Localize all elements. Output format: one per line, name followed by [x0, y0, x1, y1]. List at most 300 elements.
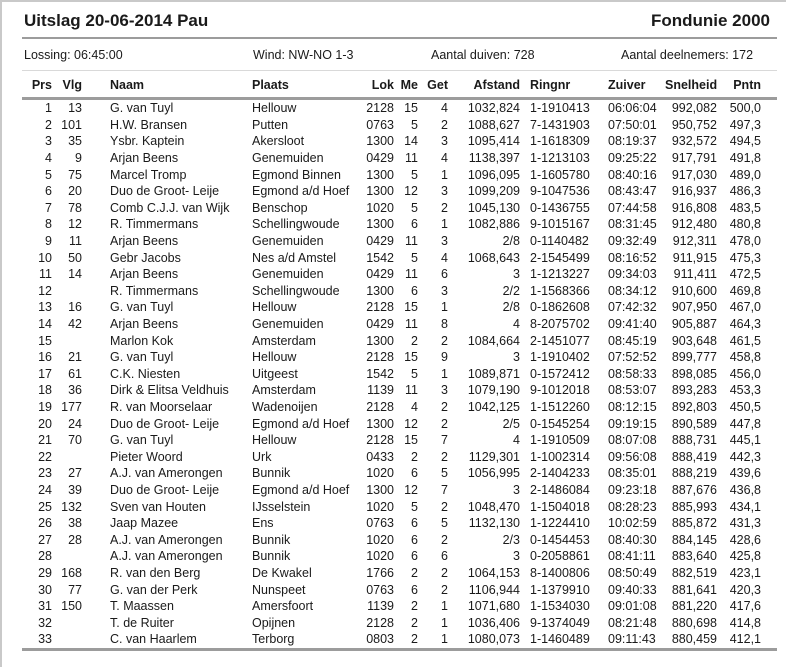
- cell-get: 2: [441, 416, 448, 431]
- cell-ringnr: 0-1572412: [530, 366, 590, 381]
- cell-afstand: 1084,664: [467, 333, 520, 348]
- cell-vlg: 39: [68, 482, 82, 497]
- cell-zuiver: 09:34:03: [608, 267, 657, 282]
- cell-ringnr: 0-1862608: [530, 300, 590, 315]
- cell-snelheid: 905,887: [671, 317, 717, 332]
- cell-snelheid: 916,937: [671, 184, 717, 199]
- cell-naam: Duo de Groot- Leije: [110, 416, 220, 431]
- cell-zuiver: 08:34:12: [608, 283, 657, 298]
- cell-zuiver: 09:40:33: [608, 582, 657, 597]
- cell-naam: Marcel Tromp: [110, 167, 187, 182]
- cell-naam: Comb C.J.J. van Wijk: [110, 200, 230, 215]
- cell-plaats: Bunnik: [252, 466, 291, 481]
- cell-me: 14: [404, 134, 418, 149]
- cell-prs: 8: [45, 217, 52, 232]
- cell-lok: 0429: [366, 317, 394, 332]
- cell-me: 12: [404, 482, 418, 497]
- cell-me: 11: [405, 151, 418, 166]
- cell-pntn: 417,6: [729, 599, 761, 614]
- cell-get: 9: [441, 350, 448, 365]
- cell-zuiver: 06:06:04: [608, 101, 657, 116]
- column-header-pntn: Pntn: [733, 78, 761, 92]
- cell-naam: C.K. Niesten: [110, 366, 181, 381]
- cell-zuiver: 08:31:45: [608, 217, 657, 232]
- cell-pntn: 447,8: [729, 416, 761, 431]
- cell-naam: Arjan Beens: [110, 151, 179, 166]
- cell-naam: T. de Ruiter: [110, 615, 174, 630]
- table-row: [22, 581, 761, 598]
- cell-naam: Dirk & Elitsa Veldhuis: [110, 383, 229, 398]
- cell-plaats: Hellouw: [252, 101, 297, 116]
- cell-get: 4: [441, 250, 448, 265]
- cell-pntn: 464,3: [729, 317, 761, 332]
- cell-naam: A.J. van Amerongen: [110, 466, 223, 481]
- cell-me: 5: [411, 117, 418, 132]
- cell-plaats: Egmond a/d Hoef: [252, 416, 350, 431]
- cell-snelheid: 888,419: [671, 449, 717, 464]
- cell-ringnr: 9-1015167: [530, 217, 590, 232]
- cell-pntn: 478,0: [729, 234, 761, 249]
- cell-ringnr: 1-1605780: [530, 167, 590, 182]
- cell-get: 3: [441, 234, 448, 249]
- cell-plaats: Genemuiden: [252, 317, 324, 332]
- column-header-ringnr: Ringnr: [530, 78, 571, 92]
- cell-afstand: 2/8: [502, 234, 520, 249]
- cell-vlg: 101: [61, 117, 82, 132]
- cell-zuiver: 09:41:40: [608, 317, 657, 332]
- cell-ringnr: 1-1910413: [530, 101, 590, 116]
- cell-plaats: Opijnen: [252, 615, 296, 630]
- cell-snelheid: 892,803: [671, 399, 717, 414]
- cell-pntn: 412,1: [729, 632, 761, 647]
- cell-pntn: 431,3: [729, 516, 761, 531]
- cell-lok: 0429: [366, 234, 394, 249]
- cell-plaats: Benschop: [252, 200, 308, 215]
- cell-me: 2: [411, 333, 418, 348]
- cell-plaats: Hellouw: [252, 433, 297, 448]
- cell-me: 6: [411, 217, 418, 232]
- cell-lok: 2128: [366, 300, 394, 315]
- cell-zuiver: 08:53:07: [608, 383, 657, 398]
- cell-me: 6: [411, 532, 418, 547]
- cell-get: 1: [441, 366, 448, 381]
- cell-zuiver: 07:42:32: [608, 300, 657, 315]
- results-tbody: [22, 100, 761, 648]
- cell-prs: 3: [45, 134, 52, 149]
- cell-naam: Arjan Beens: [110, 267, 179, 282]
- cell-vlg: 61: [68, 366, 82, 381]
- cell-lok: 0763: [366, 582, 394, 597]
- cell-prs: 26: [38, 516, 52, 531]
- cell-snelheid: 880,459: [671, 632, 717, 647]
- cell-prs: 27: [38, 532, 52, 547]
- cell-lok: 1300: [366, 333, 394, 348]
- table-row: [22, 531, 761, 548]
- cell-snelheid: 912,480: [671, 217, 717, 232]
- cell-lok: 1300: [366, 134, 394, 149]
- cell-naam: A.J. van Amerongen: [110, 532, 223, 547]
- table-row: [22, 366, 761, 383]
- cell-prs: 33: [38, 632, 52, 647]
- table-row: [22, 631, 761, 648]
- cell-vlg: [52, 548, 82, 565]
- cell-prs: 24: [38, 482, 52, 497]
- cell-plaats: Bunnik: [252, 532, 291, 547]
- cell-snelheid: 911,411: [673, 267, 717, 282]
- cell-get: 2: [441, 333, 448, 348]
- info-lossing: Lossing: 06:45:00: [24, 48, 123, 62]
- table-row: [22, 283, 761, 300]
- cell-pntn: 480,8: [729, 217, 761, 232]
- cell-me: 2: [411, 632, 418, 647]
- cell-me: 4: [411, 399, 418, 414]
- cell-get: 6: [441, 549, 448, 564]
- cell-plaats: Genemuiden: [252, 234, 324, 249]
- cell-lok: 1300: [366, 482, 394, 497]
- cell-zuiver: 09:32:49: [608, 234, 657, 249]
- column-header-lok: Lok: [371, 78, 394, 92]
- cell-zuiver: 08:43:47: [608, 184, 657, 199]
- cell-me: 11: [405, 234, 418, 249]
- cell-ringnr: 1-1618309: [530, 134, 590, 149]
- cell-lok: 1020: [366, 532, 394, 547]
- cell-afstand: 1088,627: [467, 117, 520, 132]
- info-bar: [2, 39, 786, 70]
- cell-plaats: Nunspeet: [252, 582, 306, 597]
- cell-afstand: 1079,190: [467, 383, 520, 398]
- cell-zuiver: 08:40:16: [608, 167, 657, 182]
- cell-me: 6: [411, 516, 418, 531]
- cell-plaats: Akersloot: [252, 134, 305, 149]
- cell-afstand: 1071,680: [467, 599, 520, 614]
- cell-plaats: Hellouw: [252, 300, 297, 315]
- cell-ringnr: 1-1512260: [530, 399, 590, 414]
- report-header: [2, 2, 786, 31]
- cell-get: 2: [441, 565, 448, 580]
- cell-pntn: 456,0: [729, 366, 761, 381]
- cell-afstand: 1129,301: [468, 449, 520, 464]
- cell-zuiver: 08:21:48: [608, 615, 657, 630]
- cell-me: 11: [405, 317, 418, 332]
- table-row: [22, 299, 761, 316]
- table-row: [22, 183, 761, 200]
- cell-zuiver: 09:19:15: [608, 416, 657, 431]
- cell-vlg: 38: [68, 516, 82, 531]
- cell-afstand: 1056,995: [467, 466, 520, 481]
- cell-me: 2: [411, 449, 418, 464]
- cell-afstand: 3: [513, 350, 520, 365]
- cell-me: 12: [404, 184, 418, 199]
- info-wind: Wind: NW-NO 1-3: [253, 48, 354, 62]
- cell-lok: 1300: [366, 217, 394, 232]
- results-header-row: [22, 71, 761, 97]
- cell-naam: Marlon Kok: [110, 333, 174, 348]
- cell-zuiver: 09:01:08: [608, 599, 657, 614]
- column-header-zuiver: Zuiver: [608, 78, 646, 92]
- cell-lok: 1300: [366, 283, 394, 298]
- cell-prs: 32: [38, 615, 52, 630]
- cell-me: 15: [404, 433, 418, 448]
- cell-naam: Sven van Houten: [110, 499, 206, 514]
- column-header-snelheid: Snelheid: [665, 78, 718, 92]
- cell-naam: Gebr Jacobs: [110, 250, 181, 265]
- cell-prs: 18: [38, 383, 52, 398]
- cell-ringnr: 8-1400806: [530, 565, 590, 580]
- cell-vlg: 9: [75, 151, 82, 166]
- cell-snelheid: 888,731: [671, 433, 717, 448]
- cell-prs: 29: [38, 565, 52, 580]
- cell-ringnr: 0-1436755: [530, 200, 590, 215]
- cell-zuiver: 08:40:30: [608, 532, 657, 547]
- cell-naam: R. van Moorselaar: [110, 399, 213, 414]
- cell-zuiver: 09:56:08: [608, 449, 657, 464]
- cell-vlg: 24: [68, 416, 82, 431]
- cell-zuiver: 08:28:23: [608, 499, 657, 514]
- cell-plaats: Egmond a/d Hoef: [252, 482, 350, 497]
- cell-snelheid: 907,950: [671, 300, 717, 315]
- table-row: [22, 266, 761, 283]
- cell-ringnr: 1-1910509: [530, 433, 590, 448]
- cell-naam: R. Timmermans: [110, 283, 199, 298]
- org-name: Fondunie 2000: [650, 11, 770, 30]
- cell-pntn: 458,8: [729, 350, 761, 365]
- table-row: [22, 233, 761, 250]
- cell-prs: 23: [38, 466, 52, 481]
- cell-prs: 12: [38, 283, 52, 298]
- cell-afstand: 1042,125: [467, 399, 520, 414]
- cell-prs: 16: [38, 350, 52, 365]
- cell-afstand: 4: [513, 317, 520, 332]
- cell-lok: 0763: [366, 516, 394, 531]
- cell-plaats: IJsselstein: [252, 499, 311, 514]
- bottom-divider: [22, 648, 777, 651]
- cell-vlg: 168: [61, 565, 82, 580]
- cell-vlg: 50: [68, 250, 82, 265]
- cell-get: 3: [441, 134, 448, 149]
- cell-afstand: 1132,130: [468, 516, 520, 531]
- cell-naam: G. van Tuyl: [110, 433, 174, 448]
- cell-zuiver: 08:41:11: [608, 549, 656, 564]
- cell-afstand: 1095,414: [467, 134, 520, 149]
- cell-afstand: 1082,886: [467, 217, 520, 232]
- cell-me: 15: [404, 101, 418, 116]
- cell-lok: 1020: [366, 466, 394, 481]
- cell-pntn: 450,5: [729, 399, 761, 414]
- cell-pntn: 469,8: [729, 283, 761, 298]
- cell-prs: 11: [39, 267, 52, 282]
- cell-plaats: Ens: [252, 516, 274, 531]
- cell-vlg: 78: [68, 200, 82, 215]
- cell-snelheid: 916,808: [671, 200, 717, 215]
- cell-snelheid: 950,752: [671, 117, 717, 132]
- cell-snelheid: 917,030: [671, 167, 717, 182]
- cell-get: 5: [441, 466, 448, 481]
- table-row: [22, 598, 761, 615]
- cell-prs: 6: [45, 184, 52, 199]
- cell-naam: G. van Tuyl: [110, 300, 174, 315]
- cell-plaats: Amersfoort: [252, 599, 314, 614]
- cell-plaats: Putten: [252, 117, 289, 132]
- cell-snelheid: 881,220: [671, 599, 717, 614]
- cell-ringnr: 1-1213227: [530, 267, 590, 282]
- cell-prs: 19: [38, 399, 52, 414]
- cell-plaats: Genemuiden: [252, 267, 324, 282]
- cell-lok: 0429: [366, 267, 394, 282]
- cell-vlg: [52, 448, 82, 465]
- column-header-naam: Naam: [110, 78, 145, 92]
- cell-plaats: Amsterdam: [252, 383, 316, 398]
- cell-pntn: 500,0: [729, 101, 761, 116]
- cell-zuiver: 09:23:18: [608, 482, 657, 497]
- cell-prs: 2: [45, 117, 52, 132]
- cell-vlg: 21: [68, 350, 82, 365]
- cell-ringnr: 1-1379910: [530, 582, 590, 597]
- cell-get: 2: [441, 499, 448, 514]
- cell-pntn: 425,8: [729, 549, 761, 564]
- table-row: [22, 249, 761, 266]
- cell-snelheid: 881,641: [671, 582, 717, 597]
- cell-prs: 13: [38, 300, 52, 315]
- cell-snelheid: 917,791: [671, 151, 717, 166]
- cell-get: 8: [441, 317, 448, 332]
- cell-naam: G. van Tuyl: [110, 101, 174, 116]
- cell-plaats: Wadenoijen: [252, 399, 318, 414]
- cell-vlg: 27: [68, 466, 82, 481]
- cell-vlg: 28: [68, 532, 82, 547]
- cell-vlg: [52, 332, 82, 349]
- cell-pntn: 494,5: [729, 134, 761, 149]
- cell-zuiver: 09:11:43: [608, 632, 656, 647]
- cell-lok: 0763: [366, 117, 394, 132]
- cell-lok: 0433: [366, 449, 394, 464]
- cell-prs: 28: [38, 549, 52, 564]
- cell-vlg: [52, 283, 82, 300]
- cell-afstand: 1036,406: [467, 615, 520, 630]
- cell-lok: 2128: [366, 615, 394, 630]
- cell-plaats: Uitgeest: [252, 366, 298, 381]
- cell-ringnr: 9-1374049: [530, 615, 590, 630]
- cell-snelheid: 884,145: [671, 532, 717, 547]
- cell-naam: A.J. van Amerongen: [110, 549, 223, 564]
- cell-lok: 1020: [366, 549, 394, 564]
- cell-pntn: 453,3: [729, 383, 761, 398]
- cell-lok: 2128: [366, 399, 394, 414]
- cell-pntn: 436,8: [729, 482, 761, 497]
- cell-vlg: 13: [68, 101, 82, 116]
- cell-get: 5: [441, 516, 448, 531]
- cell-prs: 5: [45, 167, 52, 182]
- table-row: [22, 117, 761, 134]
- cell-prs: 9: [45, 234, 52, 249]
- cell-pntn: 420,3: [729, 582, 761, 597]
- cell-me: 2: [411, 615, 418, 630]
- cell-snelheid: 887,676: [671, 482, 717, 497]
- cell-snelheid: 992,082: [671, 101, 717, 116]
- cell-pntn: 428,6: [729, 532, 761, 547]
- cell-get: 1: [441, 632, 448, 647]
- cell-lok: 0429: [366, 151, 394, 166]
- cell-prs: 15: [38, 333, 52, 348]
- cell-vlg: 35: [68, 134, 82, 149]
- table-row: [22, 166, 761, 183]
- cell-plaats: De Kwakel: [252, 565, 312, 580]
- info-deelnemers: Aantal deelnemers: 172: [621, 48, 754, 62]
- cell-vlg: 77: [68, 582, 82, 597]
- cell-me: 5: [411, 250, 418, 265]
- cell-lok: 1300: [366, 184, 394, 199]
- cell-pntn: 439,6: [729, 466, 761, 481]
- cell-lok: 1542: [366, 250, 394, 265]
- info-duiven: Aantal duiven: 728: [431, 48, 535, 62]
- cell-zuiver: 08:50:49: [608, 565, 657, 580]
- table-row: [22, 332, 761, 349]
- table-row: [22, 349, 761, 366]
- cell-get: 1: [441, 300, 448, 315]
- cell-ringnr: 1-1534030: [530, 599, 590, 614]
- cell-snelheid: 883,640: [671, 549, 717, 564]
- cell-zuiver: 07:52:52: [608, 350, 657, 365]
- cell-ringnr: 1-1002314: [530, 449, 590, 464]
- cell-afstand: 2/8: [502, 300, 520, 315]
- cell-get: 4: [441, 151, 448, 166]
- cell-afstand: 2/5: [502, 416, 520, 431]
- cell-ringnr: 1-1213103: [530, 151, 590, 166]
- cell-zuiver: 08:19:37: [608, 134, 657, 149]
- table-row: [22, 498, 761, 515]
- cell-naam: Duo de Groot- Leije: [110, 184, 220, 199]
- cell-ringnr: 2-1545499: [530, 250, 590, 265]
- cell-get: 1: [441, 167, 448, 182]
- table-row: [22, 100, 761, 117]
- cell-lok: 1139: [367, 599, 394, 614]
- cell-vlg: 42: [68, 317, 82, 332]
- cell-vlg: 12: [68, 217, 82, 232]
- cell-zuiver: 10:02:59: [608, 516, 657, 531]
- cell-pntn: 497,3: [729, 117, 761, 132]
- cell-lok: 1139: [367, 383, 394, 398]
- report-title: Uitslag 20-06-2014 Pau: [24, 11, 209, 30]
- cell-get: 2: [441, 399, 448, 414]
- cell-ringnr: 7-1431903: [530, 117, 590, 132]
- cell-prs: 14: [38, 317, 52, 332]
- column-header-afstand: Afstand: [473, 78, 520, 92]
- cell-pntn: 491,8: [729, 151, 761, 166]
- cell-me: 6: [411, 283, 418, 298]
- cell-plaats: Genemuiden: [252, 151, 324, 166]
- cell-get: 2: [441, 117, 448, 132]
- cell-me: 12: [404, 416, 418, 431]
- results-table: [22, 100, 761, 648]
- table-row: [22, 432, 761, 449]
- table-row: [22, 448, 761, 465]
- cell-get: 2: [441, 532, 448, 547]
- table-row: [22, 150, 761, 167]
- column-header-plaats: Plaats: [252, 78, 289, 92]
- cell-ringnr: 1-1504018: [530, 499, 590, 514]
- table-row: [22, 133, 761, 150]
- cell-pntn: 434,1: [729, 499, 761, 514]
- cell-me: 2: [411, 599, 418, 614]
- table-row: [22, 614, 761, 631]
- cell-naam: H.W. Bransen: [110, 117, 188, 132]
- cell-naam: Pieter Woord: [110, 449, 183, 464]
- cell-naam: Duo de Groot- Leije: [110, 482, 220, 497]
- cell-naam: C. van Haarlem: [110, 632, 197, 647]
- cell-get: 1: [441, 599, 448, 614]
- cell-pntn: 489,0: [729, 167, 761, 182]
- cell-afstand: 1138,397: [468, 151, 520, 166]
- cell-ringnr: 0-2058861: [530, 549, 590, 564]
